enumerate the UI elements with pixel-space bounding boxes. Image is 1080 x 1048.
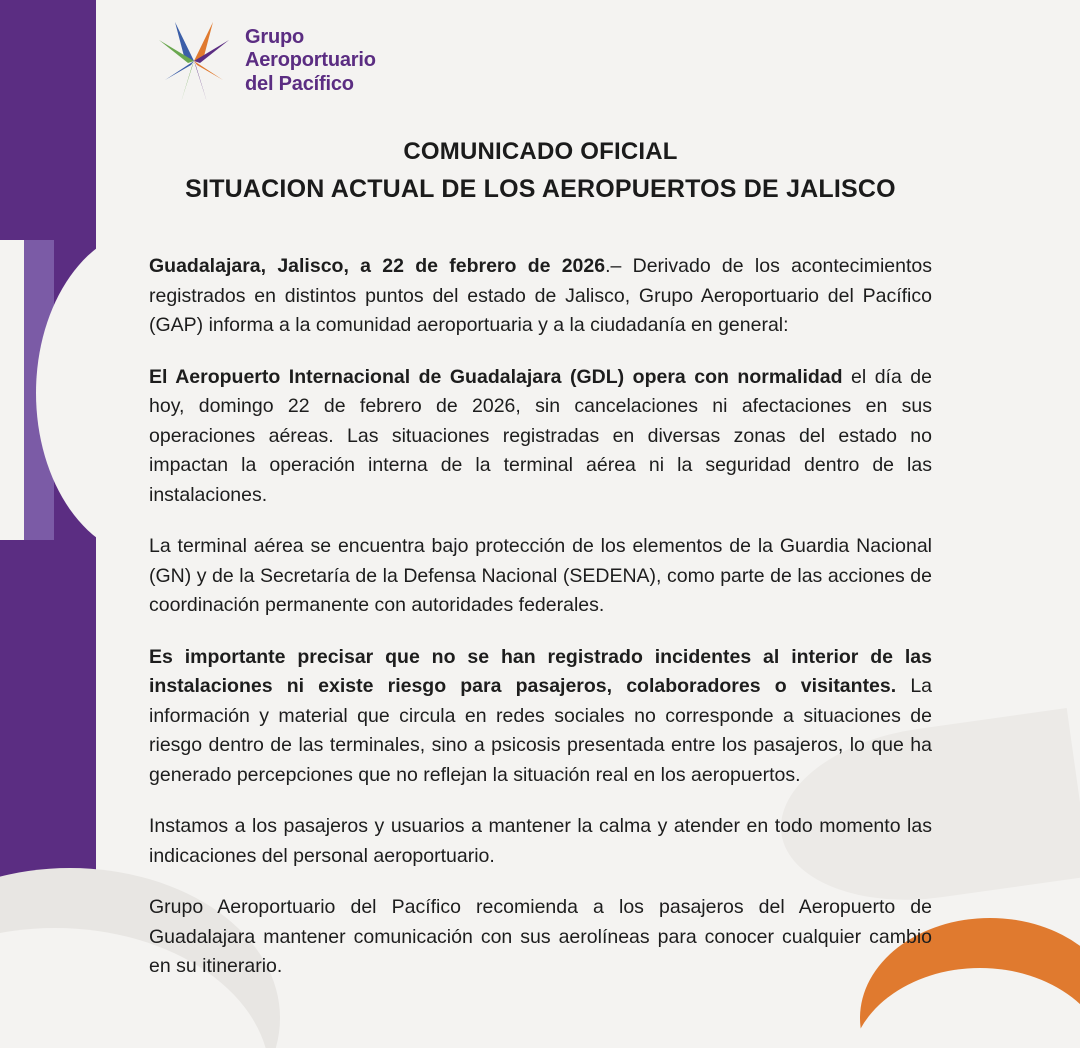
paragraph-text: Instamos a los pasajeros y usuarios a mantener la calma y atender en todo momento las indicaciones del personal aeroportuario. <box>149 815 932 867</box>
title-line-1: COMUNICADO OFICIAL <box>403 138 678 165</box>
paragraph-text: el día de hoy, domingo 22 de febrero de 2026, sin cancelaciones ni afectaciones en sus operaciones aéreas. Las situaciones registradas en diversas zonas del estado no impactan la operación interna de la terminal aérea ni la seguridad dentro de las instalaciones. <box>149 365 932 506</box>
paragraph <box>149 893 932 982</box>
paragraph <box>149 812 932 871</box>
paragraph <box>149 363 932 511</box>
title-line-2: SITUACION ACTUAL DE LOS AEROPUERTOS DE JALISCO <box>185 175 896 203</box>
logo-line-1: Grupo <box>245 25 304 48</box>
paragraph-text: Grupo Aeroportuario del Pacífico recomienda a los pasajeros del Aeropuerto de Guadalajara mantener comunicación con sus aerolíneas para conocer cualquier cambio en su itinerario. <box>149 896 932 977</box>
paragraph-bold-lead: Guadalajara, Jalisco, a 22 de febrero de 2026 <box>149 255 606 277</box>
document-title <box>149 138 932 204</box>
paragraph <box>149 252 932 341</box>
paragraph-text: La terminal aérea se encuentra bajo protección de los elementos de la Guardia Nacional (GN) y de la Secretaría de la Defensa Nacional (SEDENA), como parte de las acciones de coordinación permanente con autoridades federales. <box>149 535 932 616</box>
paragraph-bold-lead: Es importante precisar que no se han registrado incidentes al interior de las instalaciones ni existe riesgo para pasajeros, colaboradores o visitantes. <box>149 645 932 697</box>
document-body <box>149 252 932 982</box>
logo-line-2: Aeroportuario <box>245 49 376 72</box>
paragraph <box>149 643 932 791</box>
left-band-gap <box>0 240 24 540</box>
paragraph-text: .– Derivado de los acontecimientos registrados en distintos puntos del estado de Jalisco, Grupo Aeroportuario del Pacífico (GAP) informa a la comunidad aeroportuaria y a la ciudadanía en general: <box>149 255 932 336</box>
paragraph-bold-lead: El Aeropuerto Internacional de Guadalajara (GDL) opera con normalidad <box>149 365 843 388</box>
paragraph-text: La información y material que circula en redes sociales no corresponde a situaciones de riesgo dentro de las terminales, sino a psicosis presentada entre los pasajeros, lo que ha generado percepciones que no reflejan la situación real en los aeropuertos. <box>149 675 933 786</box>
document-content <box>149 0 932 1004</box>
paragraph <box>149 532 932 621</box>
logo-line-3: del Pacífico <box>245 72 354 95</box>
